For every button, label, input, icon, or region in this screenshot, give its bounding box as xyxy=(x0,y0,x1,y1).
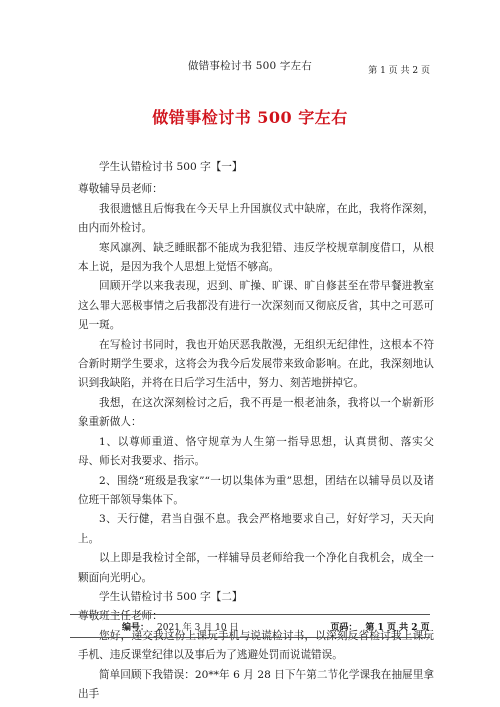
section-heading-one: 学生认错检讨书 500 字【一】 xyxy=(99,161,243,173)
footer-page xyxy=(330,620,429,633)
paragraph: 以上即是我检讨全部，一样辅导员老师给我一个净化自我机会，成全一颗面向光明心。 xyxy=(78,552,434,584)
running-header-title: 做错事检讨书 500 字左右 xyxy=(187,60,313,72)
section-heading-two: 学生认错检讨书 500 字【二】 xyxy=(99,590,243,603)
list-item: 2、围绕“班级是我家”“一切以集体为重”思想，团结在以辅导员以及诸位班干部领导集体下。 xyxy=(78,474,434,506)
footer-number-value: 2021 年 3 月 10 日 xyxy=(157,622,239,633)
footer-number-label: 编号： xyxy=(122,622,150,633)
paragraph: 在写检讨书同时，我也开始厌恶我散漫，无组织无纪律性，这根本不符合新时期学生要求，这将会为我今后发展带来致命影响。在此，我深刻地认识到我缺陷，并将在日后学习生活中，努力、刻苦地拼掉它。 xyxy=(78,338,434,390)
paragraph: 我想，在这次深刻检讨之后，我不再是一根老油条，我将以一个崭新形象重新做人： xyxy=(78,396,434,429)
page-footer xyxy=(70,614,430,638)
salutation-one: 尊敬辅导员老师： xyxy=(78,183,163,196)
paragraph: 寒风凛冽、缺乏睡眠都不能成为我犯错、违反学校规章制度借口，从根本上说，是因为我个人思想上觉悟不够高。 xyxy=(78,241,434,274)
list-item: 3、天行健，君当自强不息。我会严格地要求自己，好好学习，天天向上。 xyxy=(78,513,434,545)
document-title: 做错事检讨书 500 字左右 xyxy=(152,108,348,127)
footer-page-label: 页码： xyxy=(330,622,358,633)
list-item: 1、以尊师重道、恪守规章为人生第一指导思想，认真贯彻、落实父母、师长对我要求、指示。 xyxy=(78,435,434,468)
footer-page-value: 第 1 页 共 2 页 xyxy=(365,622,430,633)
running-header-page-count: 第 1 页 共 2 页 xyxy=(368,66,430,76)
paragraph: 您好，递交我这份上课玩手机与说谎检讨书，以深刻反省检讨我上课玩手机、违反课堂纪律以及事后为了逃避处罚而说谎错误。 xyxy=(78,629,434,662)
paragraph: 我很遗憾且后悔我在今天早上升国旗仪式中缺席，在此，我将作深刻，由内而外检讨。 xyxy=(78,202,434,235)
paragraph: 简单回顾下我错误：20**年 6 月 28 日下午第二节化学课我在抽屉里拿出手 xyxy=(78,668,434,700)
paragraph: 回顾开学以来我表现，迟到、旷操、旷课、旷自修甚至在带早餐进教室这么罪大恶极事情之后我都没有进行一次深刻而又彻底反省，其中之可恶可见一斑。 xyxy=(78,280,434,332)
footer-number xyxy=(122,620,238,633)
salutation-two: 尊敬班主任老师： xyxy=(78,610,163,623)
